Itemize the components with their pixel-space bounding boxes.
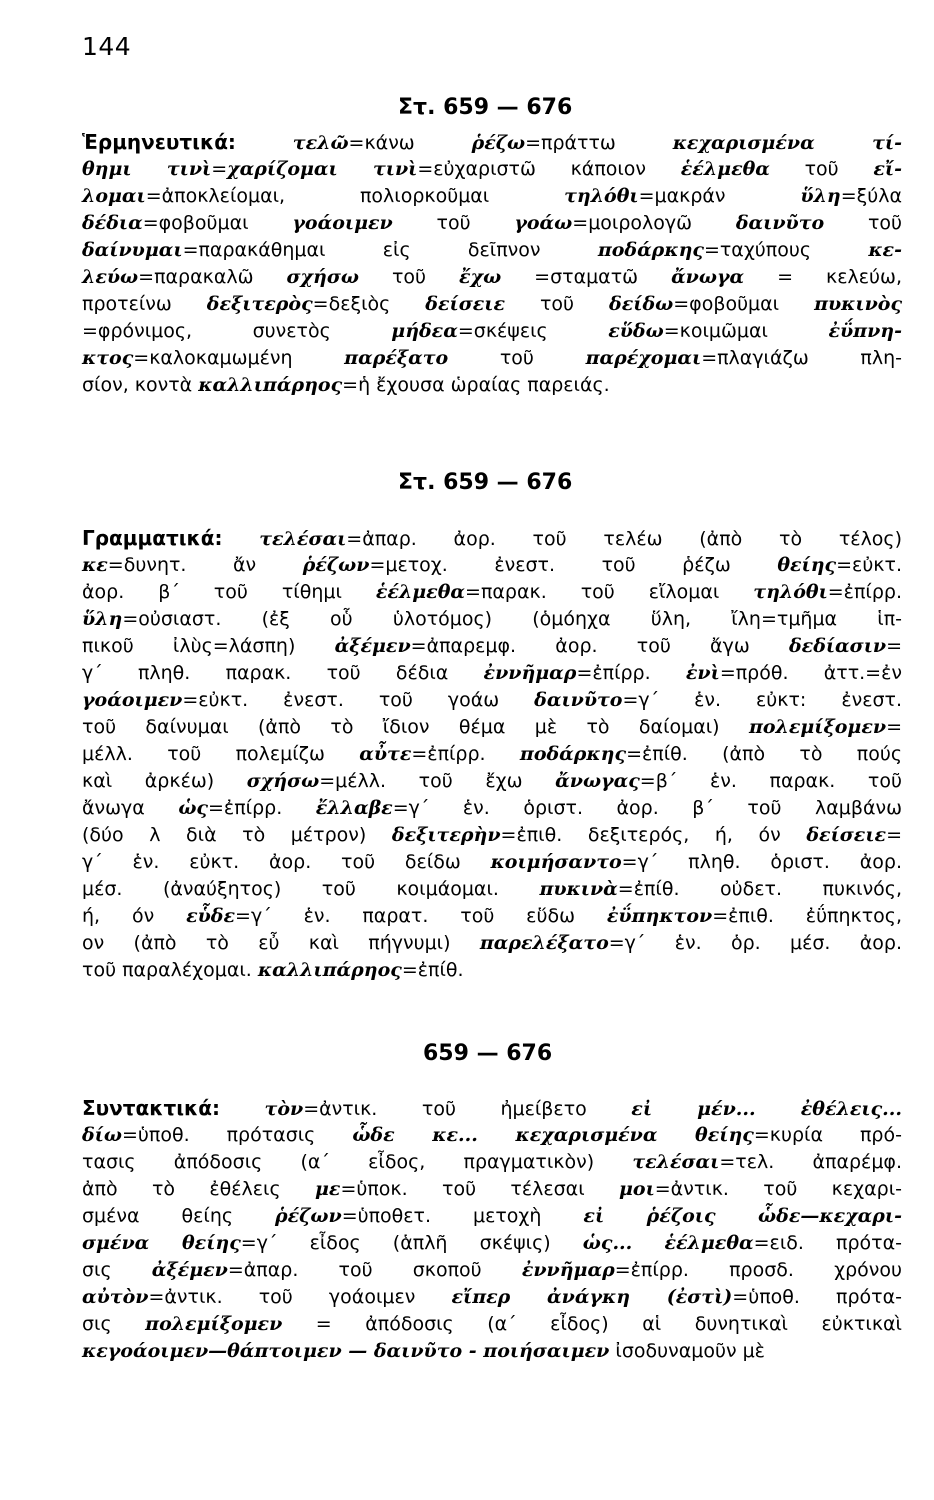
- text-run: =ἐπίρρ.: [827, 581, 902, 603]
- text-run: γ΄ ἑν. εὐκτ. ἀορ. τοῦ δείδω: [82, 851, 491, 873]
- text-line: [82, 1311, 902, 1338]
- greek-term: αὐτὸν: [82, 1286, 149, 1308]
- text-run: μέλλ. τοῦ πολεμίζω: [82, 743, 360, 765]
- text-run: προτείνω: [82, 293, 207, 315]
- greek-term: ἀξέμεν: [151, 1259, 228, 1281]
- text-run: [236, 132, 293, 154]
- text-line: [82, 1122, 902, 1149]
- greek-term: ἑέλμεθα: [664, 1232, 754, 1254]
- greek-term: ἄνωγας: [555, 770, 640, 792]
- text-line: [82, 156, 902, 183]
- greek-term: δαινῦτο: [735, 212, 825, 234]
- greek-term: δείσειε: [425, 293, 506, 315]
- text-run: τοῦ: [392, 212, 515, 234]
- text-run: τοῦ: [505, 293, 610, 315]
- greek-term: κε: [82, 554, 108, 576]
- text-run: ἀπὸ τὸ ἐθέλεις: [82, 1178, 315, 1200]
- text-run: ον (ἀπὸ τὸ εὖ καὶ πήγνυμι): [82, 932, 480, 954]
- greek-term: γοάω: [514, 212, 573, 234]
- greek-term: ὕλη: [800, 185, 841, 207]
- text-line: [82, 957, 902, 984]
- greek-term: κεγοάοιμεν—θάπτοιμεν — δαινῦτο - ποιήσαιμεν: [82, 1340, 610, 1362]
- text-line: [82, 372, 902, 399]
- text-line: [82, 849, 902, 876]
- greek-term: κεχαρισμένα τί-: [672, 132, 902, 154]
- greek-term: σμένα θείης: [82, 1232, 241, 1254]
- greek-term: ῥέζων: [274, 1205, 342, 1227]
- section-grammatika: [82, 525, 902, 984]
- text-line: [82, 1284, 902, 1311]
- text-line: [82, 264, 902, 291]
- text-run: =φοβοῦμαι: [142, 212, 293, 234]
- greek-term: ἐΰπηκτον: [606, 905, 713, 927]
- greek-term: ἑέλμεθα: [375, 581, 466, 603]
- text-run: = κελεύω,: [744, 266, 902, 288]
- text-run: ἀορ. β΄ τοῦ τίθημι: [82, 581, 376, 603]
- greek-term: ὕλη: [82, 608, 123, 630]
- greek-term: δέδια: [82, 212, 143, 234]
- greek-term: παρέξατο: [344, 347, 449, 369]
- greek-term: ἄνωγα: [671, 266, 745, 288]
- greek-term: πολεμίξομεν: [145, 1313, 283, 1335]
- text-line: [82, 237, 902, 264]
- text-run: τοῦ: [358, 266, 460, 288]
- greek-term: τηλόθι: [753, 581, 828, 603]
- text-run: σίον, κοντὰ: [82, 374, 199, 396]
- text-run: γ΄ πληθ. παρακ. τοῦ δέδια: [82, 662, 484, 684]
- greek-term: παρέχομαι: [585, 347, 702, 369]
- greek-term: πυκινὸς: [814, 293, 903, 315]
- text-run: =β΄ ἑν. παρακ. τοῦ: [639, 770, 902, 792]
- text-run: =ὑποθετ. μετοχὴ: [341, 1205, 584, 1227]
- greek-term: ἐΰπνη-: [828, 320, 902, 342]
- greek-term: γοάοιμεν: [292, 212, 393, 234]
- text-run: =ἐπίρρ. προσδ. χρόνου: [614, 1259, 902, 1281]
- text-line: [82, 552, 902, 579]
- greek-term: εἴ-: [873, 158, 902, 180]
- text-line: [82, 291, 902, 318]
- greek-term: ἑέλμεθα: [680, 158, 770, 180]
- text-run: =παρακάθημαι εἰς δεῖπνον: [182, 239, 598, 261]
- text-line: [82, 903, 902, 930]
- text-line: [82, 876, 902, 903]
- section-ermineutika: [82, 129, 902, 399]
- text-line: [82, 129, 902, 156]
- greek-term: αὖτε: [359, 743, 412, 765]
- greek-term: σχήσω: [246, 770, 320, 792]
- greek-term: ῥέζω: [471, 132, 526, 154]
- text-run: =ἀντικ. τοῦ ἠμείβετο: [303, 1098, 632, 1120]
- greek-term: εὗδε: [186, 905, 236, 927]
- greek-term: πολεμίξομεν: [748, 716, 887, 738]
- text-line: [82, 1257, 902, 1284]
- text-run: =φοβοῦμαι: [673, 293, 815, 315]
- text-line: [82, 633, 902, 660]
- heading-text: 659 — 676: [423, 1041, 553, 1066]
- text-run: =εὐκτ.: [836, 554, 902, 576]
- text-run: (δύο λ διὰ τὸ μέτρον): [82, 824, 392, 846]
- greek-term: εὕδω: [608, 320, 664, 342]
- text-run: =πλαγιάζω πλη-: [701, 347, 902, 369]
- text-run: =καλοκαμωμένη: [133, 347, 345, 369]
- text-run: =σκέψεις: [457, 320, 609, 342]
- text-line: [82, 741, 902, 768]
- text-run: [220, 1098, 265, 1120]
- text-run: =δεξιὸς: [312, 293, 426, 315]
- greek-term: σχήσω: [286, 266, 359, 288]
- greek-term: ὡς: [178, 797, 209, 819]
- text-run: =πράττω: [525, 132, 673, 154]
- text-run: =ἐπιθ. ἐΰπηκτος,: [712, 905, 902, 927]
- greek-term: παρελέξατο: [479, 932, 609, 954]
- text-run: =κυρία πρό-: [753, 1124, 902, 1146]
- text-run: =ἀπαρ. ἀορ. τοῦ τελέω (ἀπὸ τὸ τέλος): [346, 528, 902, 550]
- text-run: =εὐχαριστῶ κάποιον: [417, 158, 681, 180]
- text-run: =μοιρολογῶ: [572, 212, 736, 234]
- greek-term: λομαι: [82, 185, 146, 207]
- greek-term: με: [314, 1178, 341, 1200]
- text-run: ἄνωγα: [82, 797, 179, 819]
- section-syntaktika: [82, 1095, 902, 1365]
- text-line: [82, 687, 902, 714]
- text-line: [82, 579, 902, 606]
- text-run: τοῦ παραλέχομαι.: [82, 959, 258, 981]
- greek-term: ἔχω: [459, 266, 502, 288]
- text-line: [82, 210, 902, 237]
- greek-term: ἐνὶ: [685, 662, 720, 684]
- page-number: 144: [82, 32, 132, 61]
- greek-term: δίω: [82, 1124, 122, 1146]
- greek-term: πυκινὰ: [539, 878, 618, 900]
- text-run: =γ΄ εἶδος (ἁπλῆ σκέψις): [240, 1232, 583, 1254]
- text-run: =μακράν: [638, 185, 801, 207]
- text-run: =ὑποθ. πρότα-: [732, 1286, 902, 1308]
- greek-term: καλλιπάρηος: [198, 374, 343, 396]
- greek-term: ἔλλαβε: [315, 797, 393, 819]
- greek-term: κτος: [82, 347, 134, 369]
- text-run: =παρακ. τοῦ εἴλομαι: [465, 581, 754, 603]
- greek-term: δαινῦτο: [534, 689, 623, 711]
- greek-term: χαρίζομαι τινὶ: [227, 158, 418, 180]
- greek-term: μήδεα: [391, 320, 458, 342]
- section-label: Ἑρμηνευτικά:: [82, 130, 236, 154]
- greek-term: γοάοιμεν: [82, 689, 183, 711]
- text-run: τοῦ: [448, 347, 586, 369]
- text-run: =: [886, 824, 903, 846]
- greek-term: θείης: [777, 554, 837, 576]
- section-label: Συντακτικά:: [82, 1096, 221, 1120]
- text-run: =: [211, 158, 228, 180]
- greek-term: θημι τινὶ: [82, 158, 212, 180]
- text-run: =κάνω: [348, 132, 472, 154]
- text-run: =κοιμῶμαι: [663, 320, 829, 342]
- greek-term: τὸν: [264, 1098, 304, 1120]
- text-run: =μέλλ. τοῦ ἔχω: [319, 770, 556, 792]
- text-run: =ἀντικ. τοῦ κεχαρι-: [654, 1178, 902, 1200]
- text-run: =ἀντικ. τοῦ γοάοιμεν: [148, 1286, 452, 1308]
- text-run: σις: [82, 1259, 152, 1281]
- text-line: [82, 795, 902, 822]
- text-run: =ἐπίρρ.: [411, 743, 520, 765]
- greek-term: τελῶ: [292, 132, 349, 154]
- greek-term: τελέσαι: [632, 1151, 720, 1173]
- greek-term: ῥέζων: [302, 554, 370, 576]
- greek-term: τηλόθι: [564, 185, 639, 207]
- text-run: καὶ ἀρκέω): [82, 770, 247, 792]
- text-run: =γ΄ ἑν. ὁρ. μέσ. ἀορ.: [608, 932, 902, 954]
- text-run: =ἐπίθ. οὐδετ. πυκινός,: [617, 878, 902, 900]
- greek-term: ὧδε κε... κεχαρισμένα θείης: [352, 1124, 754, 1146]
- text-run: =: [886, 635, 902, 657]
- text-run: =ἐπιθ. δεξιτερός, ή, όν: [500, 824, 807, 846]
- text-line: [82, 930, 902, 957]
- greek-term: ἐννῆμαρ: [483, 662, 577, 684]
- text-line: [82, 660, 902, 687]
- text-run: ἰσοδυναμοῦν μὲ: [609, 1340, 765, 1362]
- greek-term: δεξιτερὸς: [206, 293, 313, 315]
- greek-term: δεξιτερὴν: [391, 824, 501, 846]
- text-run: =μετοχ. ἐνεστ. τοῦ ῥέζω: [369, 554, 778, 576]
- text-run: = ἀπόδοσις (α΄ εἶδος) αἱ δυνητικαὶ εὐκτικαὶ: [282, 1313, 902, 1335]
- greek-term: δεδίασιν: [788, 635, 887, 657]
- text-line: [82, 714, 902, 741]
- text-run: =τελ. ἀπαρέμφ.: [719, 1151, 902, 1173]
- text-run: =γ΄ ἑν. παρατ. τοῦ εὕδω: [235, 905, 607, 927]
- text-run: =ἀπαρ. τοῦ σκοποῦ: [227, 1259, 522, 1281]
- greek-term: ἐννῆμαρ: [521, 1259, 615, 1281]
- text-line: [82, 525, 902, 552]
- text-run: τοῦ: [769, 158, 874, 180]
- greek-term: λεύω: [82, 266, 139, 288]
- greek-term: εἴπερ ἀνάγκη (ἐστὶ): [451, 1286, 733, 1308]
- text-run: =σταματῶ: [501, 266, 672, 288]
- text-run: =ἐπίθ.: [401, 959, 464, 981]
- text-line: [82, 345, 902, 372]
- text-run: μέσ. (ἀναύξητος) τοῦ κοιμάομαι.: [82, 878, 540, 900]
- greek-term: δείδω: [609, 293, 674, 315]
- text-line: [82, 822, 902, 849]
- text-run: =ἐπίθ. (ἀπὸ τὸ πούς: [626, 743, 902, 765]
- text-run: =: [886, 716, 902, 738]
- greek-term: εἰ ῥέζοις ὧδε—κεχαρι-: [583, 1205, 903, 1227]
- text-run: [222, 528, 259, 550]
- text-run: σμένα θείης: [82, 1205, 275, 1227]
- text-line: [82, 606, 902, 633]
- greek-term: ποδάρκης: [519, 743, 627, 765]
- text-run: ή, όν: [82, 905, 187, 927]
- greek-term: ποδάρκης: [597, 239, 704, 261]
- text-run: σις: [82, 1313, 146, 1335]
- text-run: πικοῦ ἰλὺς=λάσπη): [82, 635, 335, 657]
- greek-term: δαίνυμαι: [82, 239, 183, 261]
- text-run: [632, 1232, 664, 1254]
- text-run: =ξύλα: [840, 185, 903, 207]
- text-run: =ἐπίρρ.: [576, 662, 686, 684]
- text-run: =φρόνιμος, συνετὸς: [82, 320, 392, 342]
- text-run: =γ΄ ἑν. ὁριστ. ἀορ. β΄ τοῦ λαμβάνω: [392, 797, 903, 819]
- heading-text: Στ. 659 — 676: [398, 470, 573, 495]
- heading-text: Στ. 659 — 676: [398, 95, 573, 120]
- text-run: =ἡ ἔχουσα ὡραίας παρειάς.: [342, 374, 610, 396]
- text-line: [82, 1230, 902, 1257]
- text-run: τοῦ: [824, 212, 902, 234]
- text-line: [82, 318, 902, 345]
- greek-term: κοιμήσαντο: [490, 851, 622, 873]
- section-label: Γραμματικά:: [82, 526, 223, 550]
- text-run: =δυνητ. ἄν: [107, 554, 303, 576]
- text-line: [82, 1203, 902, 1230]
- text-run: =ἀποκλείομαι, πολιορκοῦμαι: [145, 185, 565, 207]
- greek-term: δείσειε: [806, 824, 887, 846]
- greek-term: τελέσαι: [259, 528, 347, 550]
- text-run: τασις ἀπόδοσις (α΄ εἶδος, πραγματικὸν): [82, 1151, 633, 1173]
- greek-term: ἀξέμεν: [334, 635, 411, 657]
- greek-term: εἰ μέν... ἐθέλεις...: [631, 1098, 902, 1120]
- text-run: =ειδ. πρότα-: [753, 1232, 902, 1254]
- text-run: =ἀπαρεμφ. ἀορ. τοῦ ἄγω: [410, 635, 789, 657]
- text-run: =οὐσιαστ. (ἐξ οὗ ὑλοτόμος) (ὁμόηχα ὕλη, ἴλη=τμῆμα ἱπ-: [122, 608, 902, 630]
- text-line: [82, 183, 902, 210]
- text-run: =ἐπίρρ.: [208, 797, 316, 819]
- text-run: τοῦ δαίνυμαι (ἀπὸ τὸ ἴδιον θέμα μὲ τὸ δαίομαι): [82, 716, 749, 738]
- text-run: =παρακαλῶ: [138, 266, 287, 288]
- text-line: [82, 1176, 902, 1203]
- greek-term: καλλιπάρηος: [257, 959, 402, 981]
- text-line: [82, 768, 902, 795]
- text-line: [82, 1338, 902, 1365]
- text-line: [82, 1095, 902, 1122]
- greek-term: μοι: [618, 1178, 655, 1200]
- text-run: =πρόθ. ἀττ.=ἐν: [719, 662, 902, 684]
- text-run: =γ΄ ἑν. εὐκτ: ἐνεστ.: [622, 689, 902, 711]
- text-run: =γ΄ πληθ. ὁριστ. ἀορ.: [621, 851, 902, 873]
- text-run: =ὑποθ. πρότασις: [121, 1124, 353, 1146]
- text-run: =εὐκτ. ἐνεστ. τοῦ γοάω: [182, 689, 535, 711]
- greek-term: ὡς...: [582, 1232, 633, 1254]
- greek-term: κε-: [868, 239, 902, 261]
- text-line: [82, 1149, 902, 1176]
- text-run: =ταχύπους: [703, 239, 869, 261]
- text-run: =ὑποκ. τοῦ τέλεσαι: [340, 1178, 619, 1200]
